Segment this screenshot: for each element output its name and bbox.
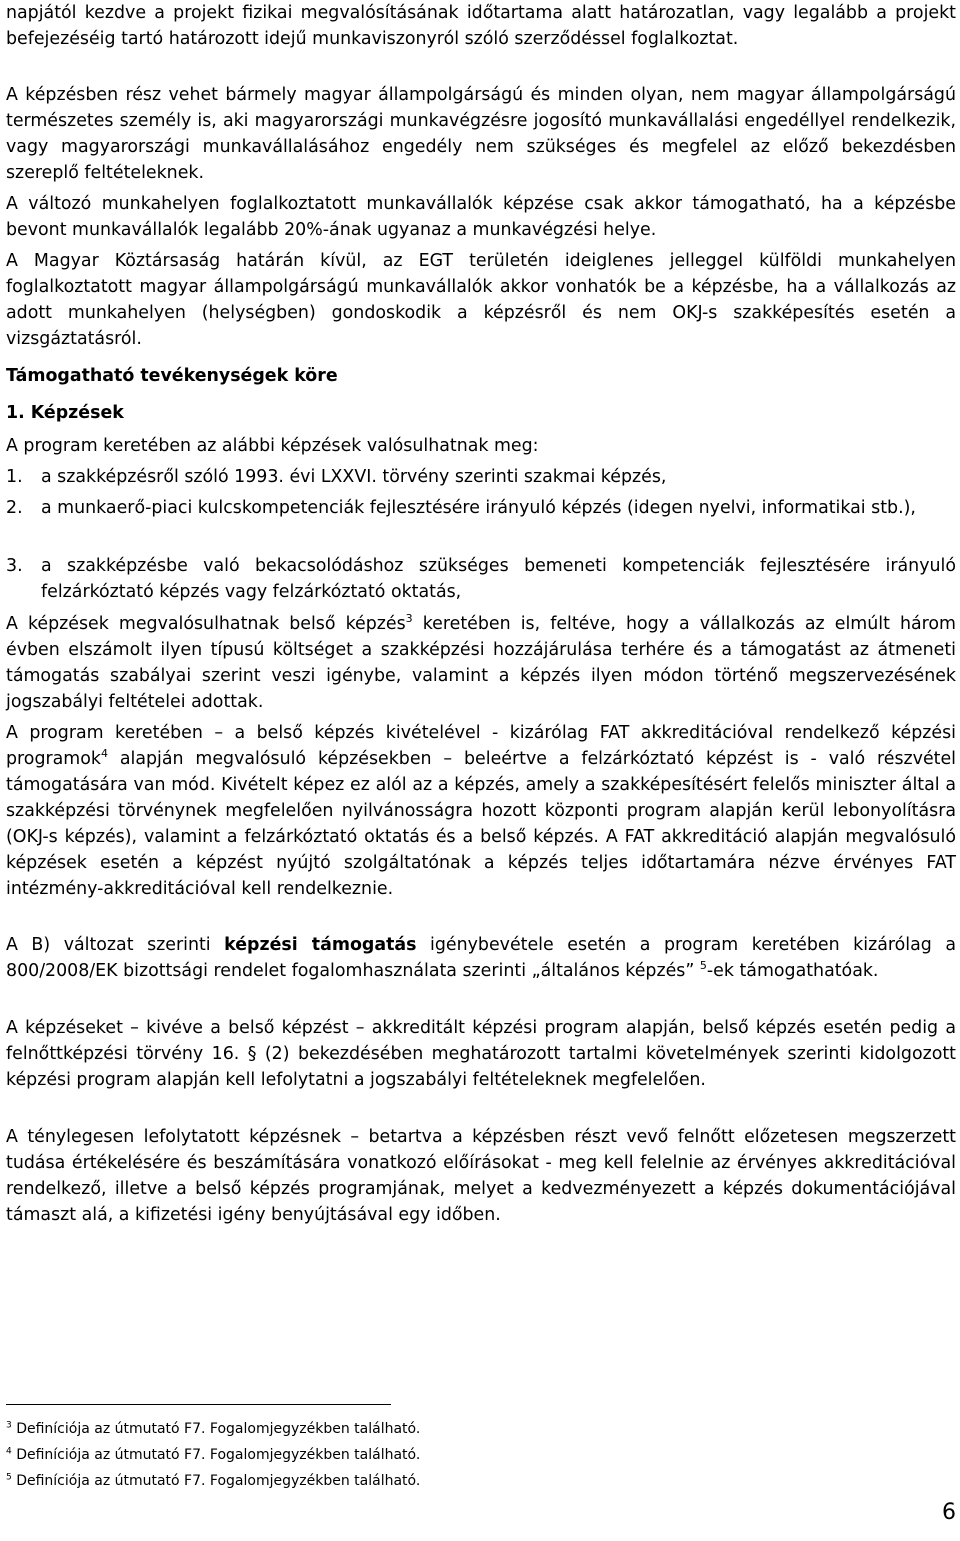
footnote-separator bbox=[6, 1404, 391, 1405]
paragraph-conducted-training: A ténylegesen lefolytatott képzésnek – betartva a képzésben részt vevő felnőtt előzetesen megszerzett tudása értékelésére és beszámítására vonatkozó előírásokat - meg kell felelnie az érvényes akkreditációval rendelkező, illetve a belső képzés programjának, melyet a kedvezményezett a képzés dokumentációjával támaszt alá, a kifizetési igény benyújtásával egy időben. bbox=[6, 1127, 956, 1225]
paragraph-abroad: A Magyar Köztársaság határán kívül, az EGT területén ideiglenes jelleggel külföldi munkahelyen foglalkoztatott magyar állampolgárságú munkavállalók akkor vonhatók be a képzésbe, ha a vállalkozás az adott munkahelyen (helységben) gondoskodik a képzésről és nem OKJ-s szakképesítés esetén a vizsgáztatásról. bbox=[6, 251, 956, 349]
page-number: 6 bbox=[942, 1500, 956, 1525]
paragraph-accredited-programs: A képzéseket – kivéve a belső képzést – akkreditált képzési program alapján, belső képzés esetén pedig a felnőttképzési törvény 16. § (2) bekezdésében meghatározott tartalmi követelmények szerinti kidolgozott képzési program alapján kell lefolytatni a jogszabályi feltételeknek megfelelően. bbox=[6, 1018, 956, 1090]
paragraph-variable-workplace: A változó munkahelyen foglalkoztatott munkavállalók képzése csak akkor támogatható, ha a képzésbe bevont munkavállalók legalább 20%-ának ugyanaz a munkavégzési helye. bbox=[6, 194, 956, 240]
footnote-ref-3: 3 bbox=[405, 612, 413, 626]
paragraph-intro: napjától kezdve a projekt fizikai megvalósításának időtartama alatt határozatlan, vagy legalább a projekt befejezéséig tartó határozott idejű munkaviszonyról szóló szerződéssel foglalkoztat. bbox=[6, 3, 956, 49]
list-item bbox=[6, 553, 956, 605]
footnote bbox=[6, 1472, 956, 1490]
bold-term: képzési támogatás bbox=[224, 935, 417, 955]
list-item bbox=[6, 495, 956, 521]
footnote bbox=[6, 1420, 956, 1438]
section-heading: Támogatható tevékenységek köre bbox=[6, 366, 338, 386]
footnote-text: Definíciója az útmutató F7. Fogalomjegyzékben található. bbox=[16, 1421, 421, 1437]
subsection-heading: 1. Képzések bbox=[6, 403, 124, 423]
footnote-number: 5 bbox=[6, 1472, 12, 1483]
list-item bbox=[6, 464, 956, 490]
footnote bbox=[6, 1446, 956, 1464]
footnote-number: 3 bbox=[6, 1420, 12, 1431]
footnote-ref-5: 5 bbox=[699, 959, 707, 973]
list-item-text: a szakképzésről szóló 1993. évi LXXVI. törvény szerinti szakmai képzés, bbox=[41, 467, 667, 487]
list-item-number: 3. bbox=[6, 556, 23, 576]
paragraph-eligibility: A képzésben rész vehet bármely magyar állampolgárságú és minden olyan, nem magyar állampolgárságú természetes személy is, aki magyarországi munkavégzésre jogosító munkavállalási engedéllyel rendelkezik, vagy magyarországi munkavállalásához engedély nem szükséges és megfelel az előző bekezdésben szereplő feltételeknek. bbox=[6, 85, 956, 183]
footnote-text: Definíciója az útmutató F7. Fogalomjegyzékben található. bbox=[16, 1447, 421, 1463]
list-item-number: 2. bbox=[6, 498, 23, 518]
paragraph-variant-b: A B) változat szerinti képzési támogatás igénybevétele esetén a program keretében kizárólag a 800/2008/EK bizottsági rendelet fogalomhasználata szerinti „általános képzés” $^5$-ek támogathatóak. bbox=[6, 935, 957, 981]
footnote-text: Definíciója az útmutató F7. Fogalomjegyzékben található. bbox=[16, 1473, 421, 1489]
footnote-ref-4: 4 bbox=[100, 747, 108, 761]
footnote-number: 4 bbox=[6, 1446, 12, 1457]
list-item-text: a munkaerő-piaci kulcskompetenciák fejlesztésére irányuló képzés (idegen nyelvi, informatikai stb.), bbox=[41, 498, 916, 518]
list-item-text: a szakképzésbe való bekacsolódáshoz szükséges bemeneti kompetenciák fejlesztésére irányuló felzárkóztató képzés vagy felzárkóztató oktatás, bbox=[41, 556, 956, 602]
paragraph-internal-training: A képzések megvalósulhatnak belső képzés$^3$ keretében is, feltéve, hogy a vállalkozás az elmúlt három évben elszámolt ilyen típusú költséget a szakképzési hozzájárulása terhére és a támogatást az átmeneti támogatás szabályai szerint veszi igénybe, valamint a képzés ilyen módon történő megszervezésének jogszabályi feltételei adottak. bbox=[6, 612, 956, 712]
paragraph-fat-accreditation: A program keretében – a belső képzés kivételével - kizárólag FAT akkreditációval rendelkező képzési programok$^4$ alapján megvalósuló képzésekben – beleértve a felzárkóztató képzést is - való részvétel támogatására van mód. Kivételt képez ez alól az a képzés, amely a szakképesítésért felelős miniszter által a szakképzési törvénynek megfelelően nyilvánosságra hozott központi program alapján kerül lebonyolításra (OKJ-s képzés), valamint a felzárkóztató oktatás és a belső képzés. A FAT akkreditáció alapján megvalósuló képzések esetén a képzést nyújtó szolgáltatónak a képzés teljes időtartamára nézve érvényes FAT intézmény-akkreditációval kell rendelkeznie. bbox=[6, 723, 956, 899]
list-item-number: 1. bbox=[6, 467, 23, 487]
list-intro: A program keretében az alábbi képzések valósulhatnak meg: bbox=[6, 436, 539, 456]
